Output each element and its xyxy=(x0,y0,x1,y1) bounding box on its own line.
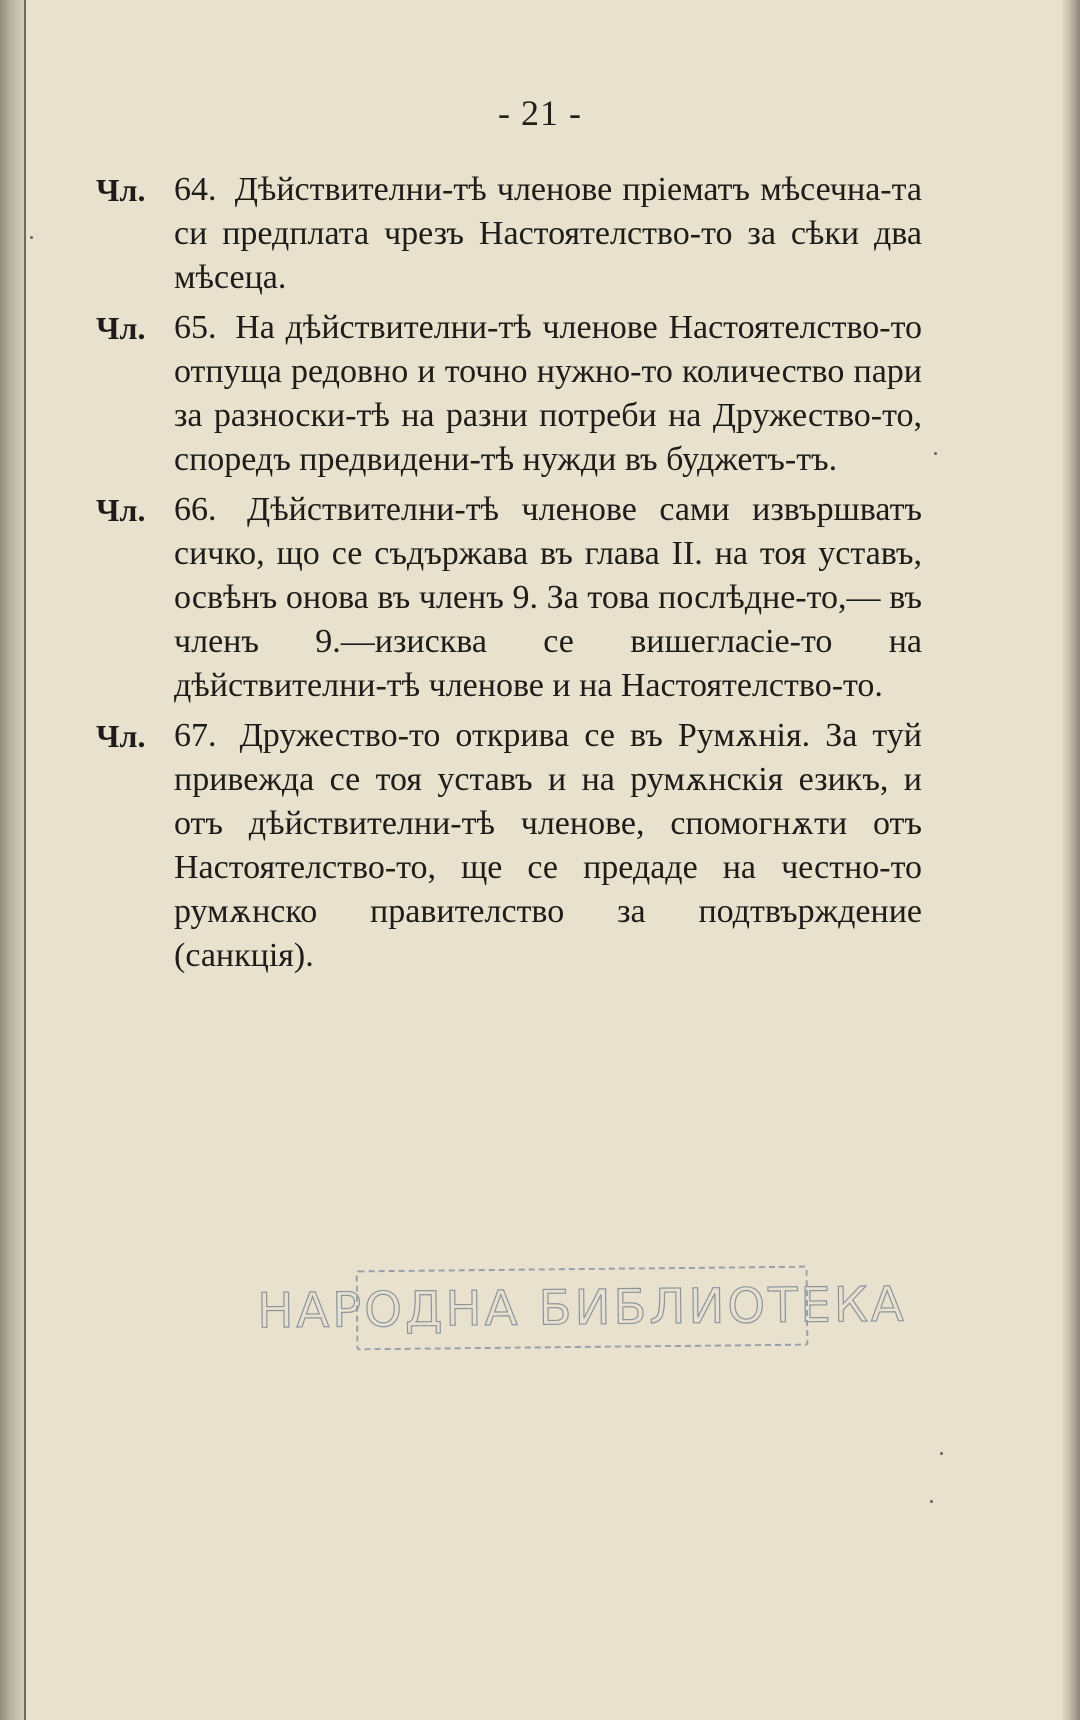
page-number: - 21 - xyxy=(498,93,582,133)
article-64 xyxy=(96,168,922,300)
article-number: 66. xyxy=(174,491,217,528)
page-gutter-shadow xyxy=(0,0,26,1720)
article-label: Чл. xyxy=(96,492,146,528)
paper-speck xyxy=(30,236,33,239)
article-text: Дружество-то открива се въ Румѫнія. За туй привежда се тоя уставъ и на румѫнскія езикъ, и отъ дѣйствителни-тѣ членове, спомогнѫти отъ Настоятелство-то, ще се предаде на честно-то румѫнско правителство за подтвърждение (санкція). xyxy=(174,717,922,974)
article-66 xyxy=(96,488,922,708)
article-text: Дѣйствителни-тѣ членове сами извършватъ сичко, що се съдържава въ глава II. на тоя уставъ, освѣнъ онова въ членъ 9. За това послѣдне-то,— въ членъ 9.—изисква се вишегласіе-то на дѣйствителни-тѣ членове и на Настоятелство-то. xyxy=(174,491,923,704)
paper-speck xyxy=(934,452,937,455)
page-right-edge xyxy=(1062,0,1080,1720)
article-label: Чл. xyxy=(96,310,146,346)
article-number: 64. xyxy=(174,171,217,208)
article-number: 65. xyxy=(174,309,217,346)
paper-speck xyxy=(930,1500,933,1503)
article-65 xyxy=(96,306,922,482)
article-text: На дѣйствителни-тѣ членове Настоятелство-то отпуща редовно и точно нужно-то количество пари за разноски-тѣ на разни потреби на Дружество-то, споредъ предвидени-тѣ нужди въ буджетъ-тъ. xyxy=(174,309,923,478)
article-text: Дѣйствителни-тѣ членове пріематъ мѣсечна-та си предплата чрезъ Настоятелство-то за сѣки два мѣсеца. xyxy=(174,171,922,296)
library-stamp xyxy=(257,1266,908,1351)
article-label: Чл. xyxy=(96,172,146,208)
articles-list xyxy=(96,168,922,984)
article-label: Чл. xyxy=(96,718,146,754)
article-number: 67. xyxy=(174,717,217,754)
page-gutter-edge xyxy=(24,0,26,1720)
stamp-text: НАРОДНА БИБЛИОТЕКА xyxy=(257,1276,908,1340)
article-67 xyxy=(96,714,922,978)
paper-speck xyxy=(940,1452,943,1455)
